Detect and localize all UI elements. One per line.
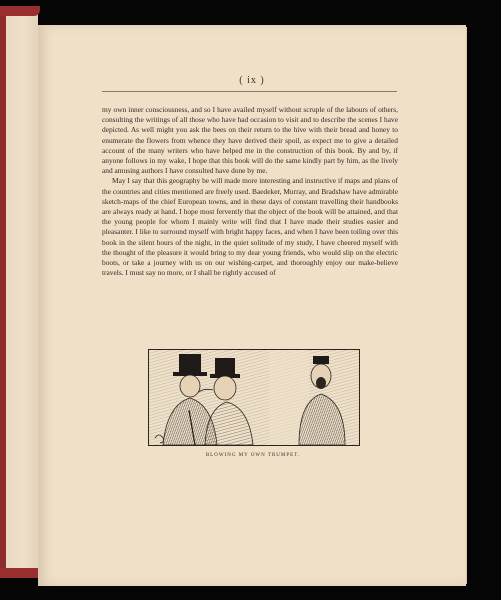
binding-corner-top [0, 6, 40, 16]
paragraph: May I say that this geography be will made more interesting and instructive if maps and plans of the countries and cities mentioned are freely used. Baedeker, Murray, and Bradshaw have admirable sketch-maps of the chief European towns, and in these days of constant travelling their handbooks are always ready at hand. I hope most fervently that the object of the book will be attained, and that the young people for whom I mainly write will find that I have made their studies easier and pleasanter. I like to surround myself with bright happy faces, and when I have been toiling over this book in the silent hours of the night, in the quiet solitude of my study, I have cheered myself with the thought of the pleasure it would bring to my dear young friends, who would slip on the electric boots, or take a journey with us on our wishing-carpet, and thoroughly enjoy our make-believe travels. I must say no more, or I shall be rightly accused of [102, 176, 398, 278]
figure-caption: BLOWING MY OWN TRUMPET. [205, 453, 301, 458]
binding-corner-bottom [0, 568, 38, 578]
illustration-blowing-trumpet [148, 349, 360, 446]
header-rule [102, 91, 397, 92]
binding-spine [0, 8, 6, 578]
book-page [38, 25, 466, 586]
page-number: ( ix ) [239, 75, 265, 86]
paragraph: my own inner consciousness, and so I have availed myself without scruple of the labours of others, consulting the writings of all those who have had occasion to visit and to describe the scenes I have depicted. As well might you ask the bees on their return to the hive with their bread and honey to enumerate the flowers from whence they have derived their spoil, as expect me to give a detailed account of the many writers who have helped me in the construction of this book. By and by, if anyone follows in my wake, I hope that this book will do the same kindly part by him, as the lively and amusing authors I have consulted have done by me. [102, 105, 398, 176]
engraving [149, 350, 359, 445]
body-text [102, 105, 398, 278]
